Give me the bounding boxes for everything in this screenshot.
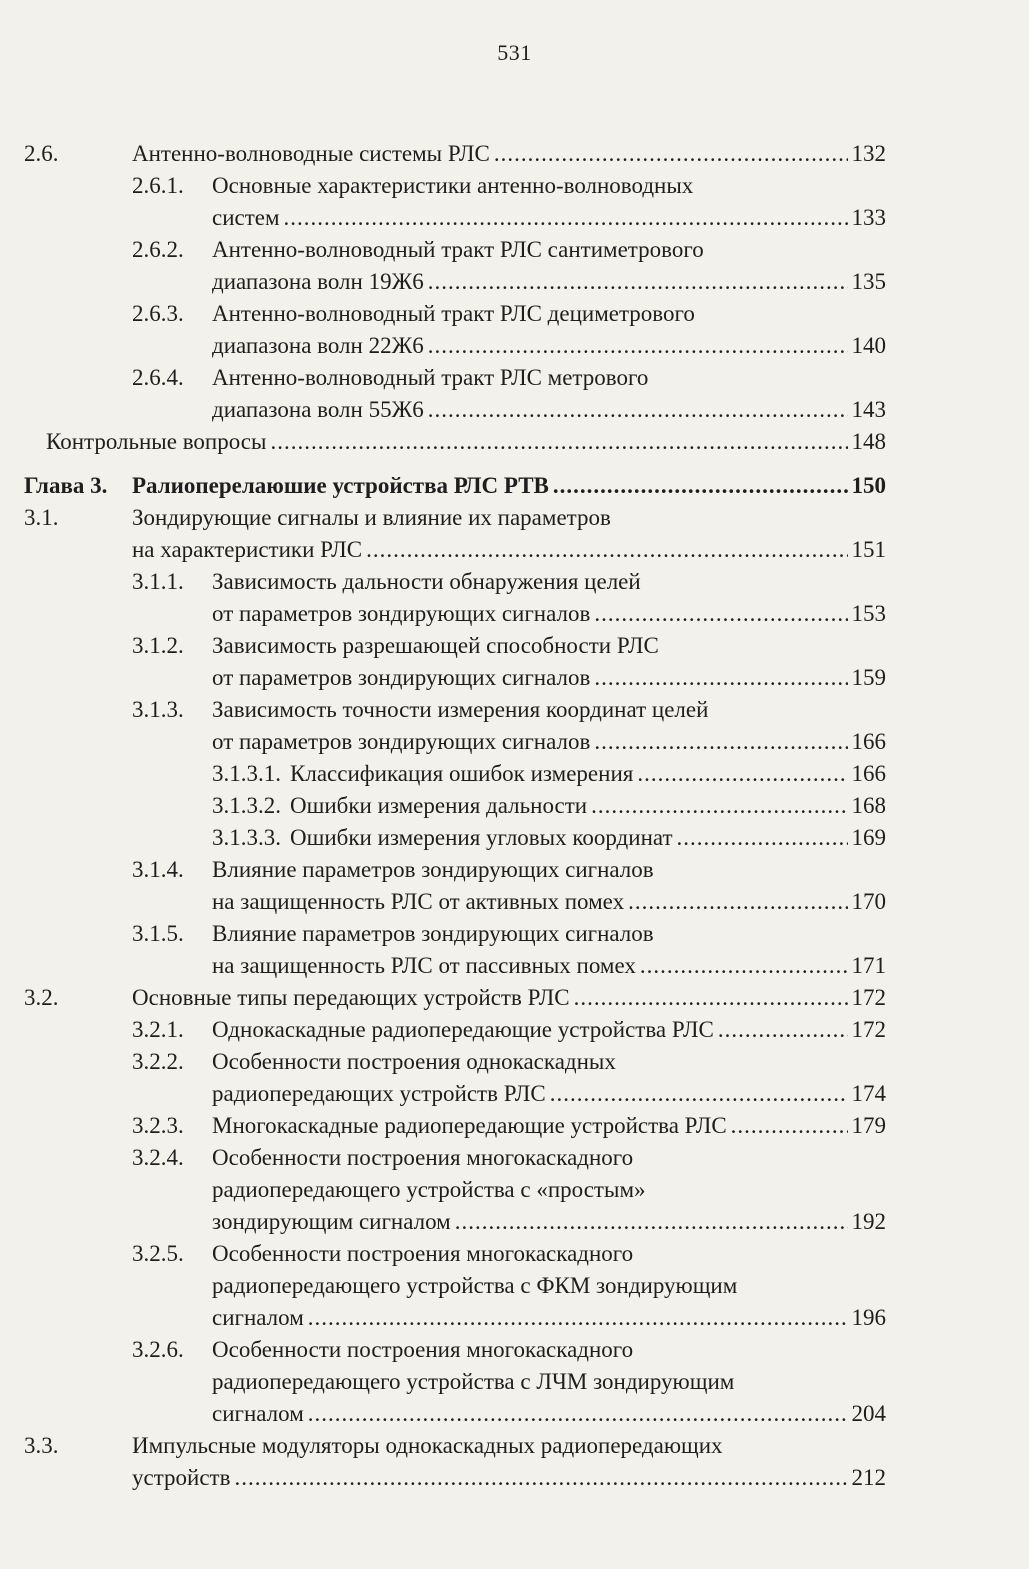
toc-entry-text: [212, 202, 886, 234]
toc-entry-text: [212, 362, 648, 394]
toc-entry-title: диапазона волн 55Ж6: [212, 397, 424, 422]
toc-entry-text: [212, 630, 659, 662]
toc-entry-title: зондирующим сигналом: [212, 1209, 451, 1234]
toc-leader-dots: [637, 758, 847, 790]
toc-entry-line: [0, 1238, 1029, 1270]
toc-entry-number: 3.1.3.1.: [212, 761, 281, 786]
toc-entry-title: радиопередающего устройства с ФКМ зондирующим: [212, 1273, 738, 1298]
toc-entry-page: 166: [851, 761, 886, 786]
toc-entry-title: Особенности построения многокаскадного: [212, 1241, 634, 1266]
toc-entry-text: [212, 1366, 734, 1398]
toc-entry-line: [0, 394, 1029, 426]
toc-entry-text: [290, 758, 886, 790]
toc-entry-page: 140: [851, 333, 886, 358]
toc-entry-number: 3.3.: [24, 1433, 59, 1458]
toc-entry-page: 166: [851, 729, 886, 754]
toc-entry-title: Влияние параметров зондирующих сигналов: [212, 857, 654, 882]
toc-entry-number: 2.6.2.: [132, 237, 184, 262]
toc-entry-number: 3.1.: [24, 505, 59, 530]
toc-entry-title: от параметров зондирующих сигналов: [212, 601, 591, 626]
toc-entry-text: [132, 138, 886, 170]
toc-leader-dots: [428, 394, 848, 426]
toc-entry-title: от параметров зондирующих сигналов: [212, 665, 591, 690]
toc-entry-text: [212, 1238, 633, 1270]
toc-entry-page: 172: [851, 985, 886, 1010]
toc-entry-title: Основные характеристики антенно-волноводных: [212, 173, 694, 198]
toc-entry-line: [0, 502, 1029, 534]
toc-leader-dots: [428, 266, 848, 298]
toc-entry-page: 212: [851, 1465, 886, 1490]
toc-entry-line: [0, 330, 1029, 362]
toc-entry-text: [212, 1046, 616, 1078]
toc-leader-dots: [677, 822, 848, 854]
toc-entry-text: [212, 566, 641, 598]
toc-entry-number: 2.6.4.: [132, 365, 184, 390]
toc-entry-line: [0, 1334, 1029, 1366]
toc-leader-dots: [594, 662, 847, 694]
toc-entry-page: 179: [851, 1113, 886, 1138]
toc-entry-page: 168: [851, 793, 886, 818]
toc-entry-number: 3.1.5.: [132, 921, 184, 946]
toc-entry-title: от параметров зондирующих сигналов: [212, 729, 591, 754]
toc-entry-text: [212, 598, 886, 630]
toc-entry-line: [0, 266, 1029, 298]
toc-entry-text: [212, 726, 886, 758]
toc-entry-title: Антенно-волноводные системы РЛС: [132, 141, 490, 166]
toc-entry-number: 3.1.3.2.: [212, 793, 281, 818]
toc-entry-line: [0, 1302, 1029, 1334]
toc-entry-number: 3.1.4.: [132, 857, 184, 882]
toc-entry-line: [0, 1206, 1029, 1238]
toc-entry-page: 153: [851, 601, 886, 626]
toc-entry-line: [0, 1046, 1029, 1078]
toc-entry-number: 3.1.3.: [132, 697, 184, 722]
toc-entry-title: радиопередающих устройств РЛС: [212, 1081, 546, 1106]
toc-entry-page: 196: [851, 1305, 886, 1330]
toc-entry-text: [212, 1110, 886, 1142]
toc-entry-number: 2.6.3.: [132, 301, 184, 326]
toc-entry-text: [132, 534, 886, 566]
toc-entry-line: [0, 138, 1029, 170]
toc-entry-title: устройств: [132, 1465, 231, 1490]
toc-entry-title: Ралиоперелаюшие устройства РЛС РТВ: [132, 473, 549, 498]
toc-entry-page: 132: [851, 141, 886, 166]
toc-entry-title: сигналом: [212, 1305, 304, 1330]
toc-entry-number: 3.2.3.: [132, 1113, 184, 1138]
toc-entry-title: Зависимость точности измерения координат целей: [212, 697, 709, 722]
toc-entry-text: [212, 1174, 646, 1206]
toc-entry-page: 204: [851, 1401, 886, 1426]
toc-entry-line: [0, 630, 1029, 662]
toc-entry-line: [0, 982, 1029, 1014]
toc-leader-dots: [455, 1206, 848, 1238]
toc-entry-line: [0, 886, 1029, 918]
toc-entry-line: [0, 1078, 1029, 1110]
toc-entry-text: [132, 1462, 886, 1494]
toc-entry-line: [0, 726, 1029, 758]
toc-entry-text: [290, 822, 886, 854]
toc-entry-number: 3.1.3.3.: [212, 825, 281, 850]
toc-entry-number: 3.2.4.: [132, 1145, 184, 1170]
toc-entry-title: Классификация ошибок измерения: [290, 761, 634, 786]
toc-entry-page: 151: [851, 537, 886, 562]
toc-entry-page: 148: [851, 429, 886, 454]
toc-entry-text: [212, 394, 886, 426]
toc-entry-text: [212, 886, 886, 918]
toc-leader-dots: [553, 470, 848, 502]
toc-entry-page: 159: [851, 665, 886, 690]
toc-entry-text: [132, 982, 886, 1014]
toc-entry-page: 174: [851, 1081, 886, 1106]
toc-entry-title: Импульсные модуляторы однокаскадных радиопередающих: [132, 1433, 723, 1458]
toc-entry-title: на защищенность РЛС от активных помех: [212, 889, 625, 914]
toc-entry-number: 2.6.1.: [132, 173, 184, 198]
toc-entry-text: [212, 1302, 886, 1334]
toc-entry-line: [0, 362, 1029, 394]
toc-entry-text: [212, 298, 695, 330]
toc-entry-title: Антенно-волноводный тракт РЛС метрового: [212, 365, 649, 390]
toc-entry-line: [0, 1110, 1029, 1142]
toc-entry-page: 171: [851, 953, 886, 978]
toc-leader-dots: [284, 202, 848, 234]
toc-entry-line: [0, 1366, 1029, 1398]
toc-entry-text: [212, 1270, 737, 1302]
toc-entry-text: [212, 170, 693, 202]
toc-leader-dots: [640, 950, 848, 982]
toc-entry-page: 133: [851, 205, 886, 230]
toc-entry-title: на характеристики РЛС: [132, 537, 363, 562]
toc-entry-title: радиопередающего устройства с ЛЧМ зондирующим: [212, 1369, 735, 1394]
toc-entry-line: [0, 234, 1029, 266]
toc-entry-title: Однокаскадные радиопередающие устройства РЛС: [212, 1017, 714, 1042]
toc-entry-line: [0, 694, 1029, 726]
toc-entry-title: диапазона волн 19Ж6: [212, 269, 424, 294]
toc-entry-line: [0, 566, 1029, 598]
toc-entry-line: [0, 1142, 1029, 1174]
toc-entry-title: диапазона волн 22Ж6: [212, 333, 424, 358]
toc-leader-dots: [718, 1014, 848, 1046]
toc-entry-line: [0, 1398, 1029, 1430]
toc-entry-text: [212, 918, 654, 950]
toc-entry-text: [212, 234, 704, 266]
toc-entry-line: [0, 598, 1029, 630]
toc-entry-title: радиопередающего устройства с «простым»: [212, 1177, 646, 1202]
toc-entry-line: [0, 1430, 1029, 1462]
toc-entry-title: Влияние параметров зондирующих сигналов: [212, 921, 654, 946]
toc-entry-line: [0, 534, 1029, 566]
toc-entry-line: [0, 426, 1029, 458]
toc-entry-line: [0, 822, 1029, 854]
toc-entry-text: [212, 1398, 886, 1430]
toc-entry-page: 143: [851, 397, 886, 422]
toc-leader-dots: [366, 534, 847, 566]
toc-entry-title: Антенно-волноводный тракт РЛС дециметрового: [212, 301, 695, 326]
toc-entry-title: Зависимость разрешающей способности РЛС: [212, 633, 659, 658]
toc-leader-dots: [594, 598, 847, 630]
toc-entry-number: 3.2.6.: [132, 1337, 184, 1362]
toc-entry-title: Особенности построения многокаскадного: [212, 1337, 634, 1362]
toc-entry-line: [0, 950, 1029, 982]
toc-entry-title: Ошибки измерения дальности: [290, 793, 588, 818]
toc-entry-page: 172: [851, 1017, 886, 1042]
page-number: 531: [497, 40, 532, 65]
toc-entry-page: 150: [851, 473, 886, 498]
toc-leader-dots: [594, 726, 847, 758]
toc-entry-title: Антенно-волноводный тракт РЛС сантиметрового: [212, 237, 704, 262]
toc-entry-line: [0, 202, 1029, 234]
toc-entry-title: на защищенность РЛС от пассивных помех: [212, 953, 636, 978]
toc-entry-text: [212, 266, 886, 298]
toc-entry-text: [212, 1334, 633, 1366]
toc-entry-title: Контрольные вопросы: [46, 429, 267, 454]
toc-leader-dots: [494, 138, 848, 170]
toc-entry-title: Зондирующие сигналы и влияние их параметров: [132, 505, 611, 530]
toc-entry-title: сигналом: [212, 1401, 304, 1426]
toc-entry-text: [212, 330, 886, 362]
toc-entry-line: [0, 790, 1029, 822]
toc-entry-line: [0, 1174, 1029, 1206]
toc-entry-text: [212, 1078, 886, 1110]
table-of-contents: [0, 138, 1029, 1494]
toc-entry-line: [0, 298, 1029, 330]
toc-entry-page: 170: [851, 889, 886, 914]
toc-entry-title: Ошибки измерения угловых координат: [290, 825, 673, 850]
toc-entry-number: 3.2.5.: [132, 1241, 184, 1266]
toc-entry-title: Основные типы передающих устройств РЛС: [132, 985, 570, 1010]
toc-leader-dots: [308, 1398, 848, 1430]
toc-entry-number: 3.2.1.: [132, 1017, 184, 1042]
toc-entry-number: 3.2.: [24, 985, 59, 1010]
toc-entry-text: [132, 470, 886, 502]
toc-entry-line: [0, 1462, 1029, 1494]
toc-entry-text: [212, 662, 886, 694]
toc-leader-dots: [550, 1078, 848, 1110]
toc-entry-line: [0, 918, 1029, 950]
toc-leader-dots: [574, 982, 848, 1014]
toc-entry-title: систем: [212, 205, 280, 230]
toc-entry-title: Особенности построения многокаскадного: [212, 1145, 634, 1170]
toc-entry-line: [0, 1014, 1029, 1046]
toc-entry-title: Зависимость дальности обнаружения целей: [212, 569, 641, 594]
toc-leader-dots: [270, 426, 847, 458]
toc-entry-line: [0, 758, 1029, 790]
toc-entry-title: Особенности построения однокаскадных: [212, 1049, 616, 1074]
toc-entry-line: [0, 1270, 1029, 1302]
toc-entry-text: [46, 426, 886, 458]
toc-entry-page: 192: [851, 1209, 886, 1234]
toc-leader-dots: [234, 1462, 847, 1494]
toc-entry-line: [0, 170, 1029, 202]
toc-entry-text: [212, 1014, 886, 1046]
toc-entry-number: 3.1.1.: [132, 569, 184, 594]
toc-leader-dots: [628, 886, 847, 918]
toc-entry-number: 2.6.: [24, 141, 59, 166]
toc-leader-dots: [308, 1302, 848, 1334]
toc-entry-line: [0, 470, 1029, 502]
toc-entry-text: [212, 1142, 633, 1174]
toc-leader-dots: [731, 1110, 848, 1142]
toc-entry-number: Глава 3.: [24, 473, 108, 498]
toc-entry-text: [212, 1206, 886, 1238]
toc-entry-text: [212, 854, 654, 886]
toc-entry-number: 3.1.2.: [132, 633, 184, 658]
toc-entry-line: [0, 662, 1029, 694]
toc-leader-dots: [428, 330, 848, 362]
toc-entry-page: 169: [851, 825, 886, 850]
toc-entry-number: 3.2.2.: [132, 1049, 184, 1074]
toc-entry-text: [132, 502, 611, 534]
toc-entry-text: [290, 790, 886, 822]
toc-entry-title: Многокаскадные радиопередающие устройства РЛС: [212, 1113, 727, 1138]
toc-entry-page: 135: [851, 269, 886, 294]
toc-entry-line: [0, 854, 1029, 886]
toc-leader-dots: [591, 790, 847, 822]
toc-entry-text: [132, 1430, 723, 1462]
toc-entry-text: [212, 694, 708, 726]
toc-entry-text: [212, 950, 886, 982]
